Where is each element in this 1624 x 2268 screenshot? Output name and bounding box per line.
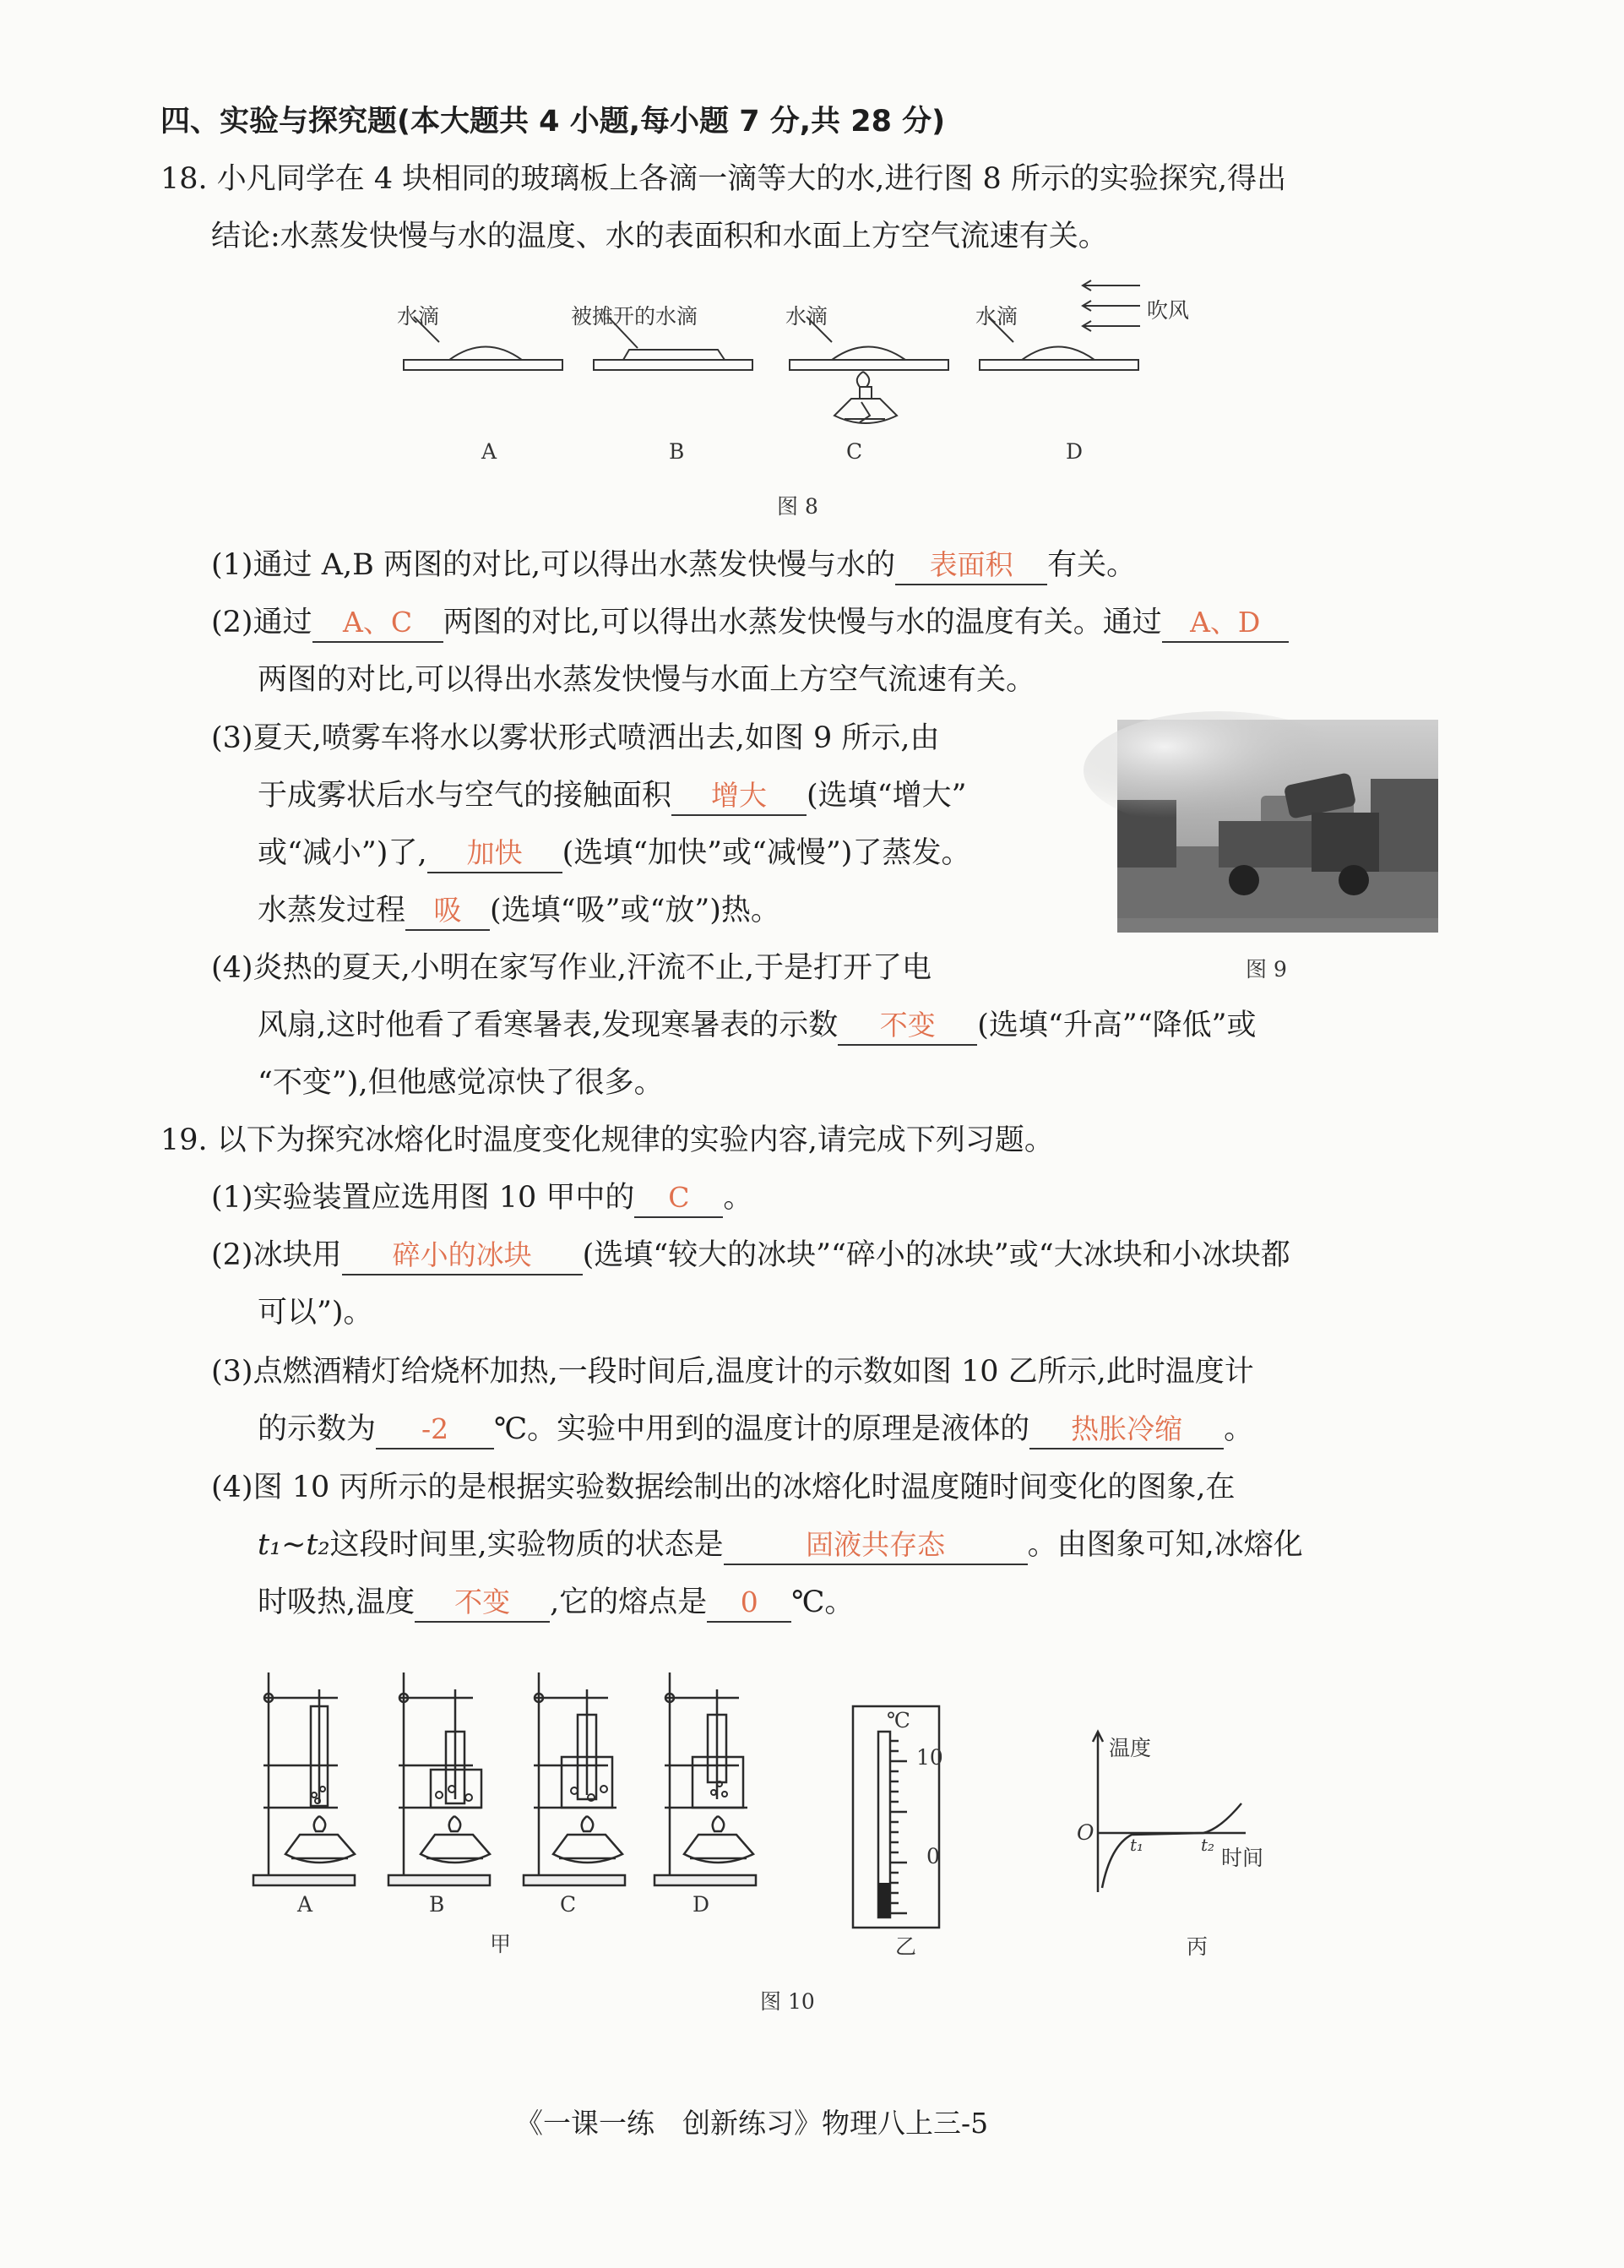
fig8-b-label: 被摊开的水滴 xyxy=(571,304,698,329)
q19-p1-answer: C xyxy=(634,1179,723,1218)
fig10-letter-d: D xyxy=(693,1892,710,1917)
q18-stem-line1: 18. 小凡同学在 4 块相同的玻璃板上各滴一滴等大的水,进行图 8 所示的实验探究,得出 xyxy=(160,162,1287,196)
fig10-apparatus-d xyxy=(654,1672,756,1885)
q19-p3-l2-pre: 的示数为 xyxy=(258,1412,377,1446)
graph-ylabel: 温度 xyxy=(1109,1736,1152,1760)
q18-p3-l4-pre: 水蒸发过程 xyxy=(258,894,406,927)
q19-p4-l2-pre: 这段时间里,实验物质的状态是 xyxy=(329,1528,724,1562)
fig10-apparatus-a xyxy=(253,1672,355,1885)
fig10-apparatus-c xyxy=(524,1672,625,1885)
q19-p3-l2-mid: ℃。实验中用到的温度计的原理是液体的 xyxy=(494,1412,1030,1446)
q18-p4-line3: “不变”),但他感觉凉快了很多。 xyxy=(258,1066,664,1100)
q19-p4-l3-pre: 时吸热,温度 xyxy=(258,1585,416,1619)
fig8-letter-b: B xyxy=(669,439,685,464)
q18-p1-post: 有关。 xyxy=(1047,548,1137,582)
q19-p3-l2-post: 。 xyxy=(1224,1412,1254,1446)
fig8-letter-d: D xyxy=(1066,439,1084,464)
fig8-c-label: 水滴 xyxy=(785,304,828,329)
fig8-letter-a: A xyxy=(481,439,497,464)
q19-p4-line1: (4)图 10 丙所示的是根据实验数据绘制出的冰熔化时温度随时间变化的图象,在 xyxy=(211,1471,1236,1504)
q18-p4-l2-pre: 风扇,这时他看了看寒暑表,发现寒暑表的示数 xyxy=(258,1009,839,1042)
thermo-tick-10: 10 xyxy=(916,1745,943,1770)
q18-p3-line1: (3)夏天,喷雾车将水以雾状形式喷洒出去,如图 9 所示,由 xyxy=(211,721,940,755)
q18-p3-answer3: 吸 xyxy=(405,892,490,931)
q18-p3-answer1: 增大 xyxy=(671,777,807,816)
fig10-apparatus-b xyxy=(388,1672,490,1885)
graph-xlabel: 时间 xyxy=(1221,1846,1264,1870)
q19-p2-answer: 碎小的冰块 xyxy=(342,1237,583,1275)
fig10-label-yi: 乙 xyxy=(895,1934,917,1959)
q19-p4-answer2: 不变 xyxy=(415,1584,550,1623)
q18-p3-answer2: 加快 xyxy=(427,835,562,873)
page-footer: 《一课一练 创新练习》物理八上三-5 xyxy=(515,2107,989,2140)
q18-p1-answer: 表面积 xyxy=(895,547,1047,585)
fig8-a-label: 水滴 xyxy=(397,304,440,329)
graph-origin: O xyxy=(1077,1820,1094,1845)
thermo-tick-0: 0 xyxy=(926,1844,940,1868)
q18-p3-l2-pre: 于成雾状后水与空气的接触面积 xyxy=(258,779,672,813)
fig8-letter-c: C xyxy=(846,439,863,464)
thermometer-liquid xyxy=(878,1883,890,1917)
fig8-caption: 图 8 xyxy=(777,494,818,519)
q19-p3-answer2: 热胀冷缩 xyxy=(1029,1411,1224,1449)
q19-p4-l2-post: 。由图象可知,冰熔化 xyxy=(1027,1528,1303,1562)
thermo-unit: ℃ xyxy=(887,1708,910,1732)
q19-stem: 19. 以下为探究冰熔化时温度变化规律的实验内容,请完成下列习题。 xyxy=(160,1123,1054,1157)
graph-t1: t₁ xyxy=(1130,1835,1144,1855)
q19-p2-pre: (2)冰块用 xyxy=(211,1238,342,1272)
q18-p4-answer: 不变 xyxy=(838,1007,977,1046)
q18-p2-line2: 两图的对比,可以得出水蒸发快慢与水面上方空气流速有关。 xyxy=(258,663,1036,697)
q18-p3-l3-pre: 或“减小”)了, xyxy=(258,836,427,870)
q19-p4-answer1: 固液共存态 xyxy=(724,1526,1028,1565)
fig10-caption: 图 10 xyxy=(760,1989,815,2014)
q19-p4-t-range: t₁~t₂ xyxy=(258,1528,330,1562)
fig10-thermometer xyxy=(853,1706,939,1928)
q19-p3-answer1: -2 xyxy=(376,1411,494,1449)
q18-p4-line1: (4)炎热的夏天,小明在家写作业,汗流不止,于是打开了电 xyxy=(211,951,931,985)
q18-p2-answer1: A、C xyxy=(312,604,443,643)
fig10-label-jia: 甲 xyxy=(490,1932,512,1956)
fig10-letter-a: A xyxy=(297,1892,313,1917)
q19-p3-line1: (3)点燃酒精灯给烧杯加热,一段时间后,温度计的示数如图 10 乙所示,此时温度计 xyxy=(211,1355,1254,1389)
q18-p3-l2-post: (选填“增大” xyxy=(807,779,967,813)
fig10-label-bing: 丙 xyxy=(1187,1934,1208,1959)
q19-p2-line2: 可以”)。 xyxy=(258,1296,373,1330)
fig10-letter-b: B xyxy=(429,1892,445,1917)
q18-p2-pre: (2)通过 xyxy=(211,606,312,639)
q19-p4-l3-mid: ,它的熔点是 xyxy=(550,1585,708,1619)
q18-p1-pre: (1)通过 A,B 两图的对比,可以得出水蒸发快慢与水的 xyxy=(211,548,896,582)
fig8-d-label: 水滴 xyxy=(975,304,1018,329)
q19-p4-l3-post: ℃。 xyxy=(791,1585,855,1619)
q18-p3-l4-post: (选填“吸”或“放”)热。 xyxy=(490,894,780,927)
graph-t2: t₂ xyxy=(1201,1835,1215,1855)
fig10-letter-c: C xyxy=(560,1892,577,1917)
q18-stem-line2: 结论:水蒸发快慢与水的温度、水的表面积和水面上方空气流速有关。 xyxy=(211,220,1108,253)
fig9-caption: 图 9 xyxy=(1246,957,1287,982)
q19-p4-answer3: 0 xyxy=(707,1584,791,1623)
q18-p2-answer2: A、D xyxy=(1162,604,1289,643)
q18-p2-mid: 两图的对比,可以得出水蒸发快慢与水的温度有关。通过 xyxy=(443,606,1162,639)
q19-p1-pre: (1)实验装置应选用图 10 甲中的 xyxy=(211,1181,635,1215)
fig8-wind-label: 吹风 xyxy=(1147,298,1190,323)
q19-p2-post: (选填“较大的冰块”“碎小的冰块”或“大冰块和小冰块都 xyxy=(582,1238,1290,1272)
q19-p1-post: 。 xyxy=(723,1181,753,1215)
q18-p4-l2-post: (选填“升高”“降低”或 xyxy=(977,1009,1257,1042)
section-title: 四、实验与探究题(本大题共 4 小题,每小题 7 分,共 28 分) xyxy=(160,105,946,139)
q18-p3-l3-post: (选填“加快”或“减慢”)了蒸发。 xyxy=(562,836,971,870)
